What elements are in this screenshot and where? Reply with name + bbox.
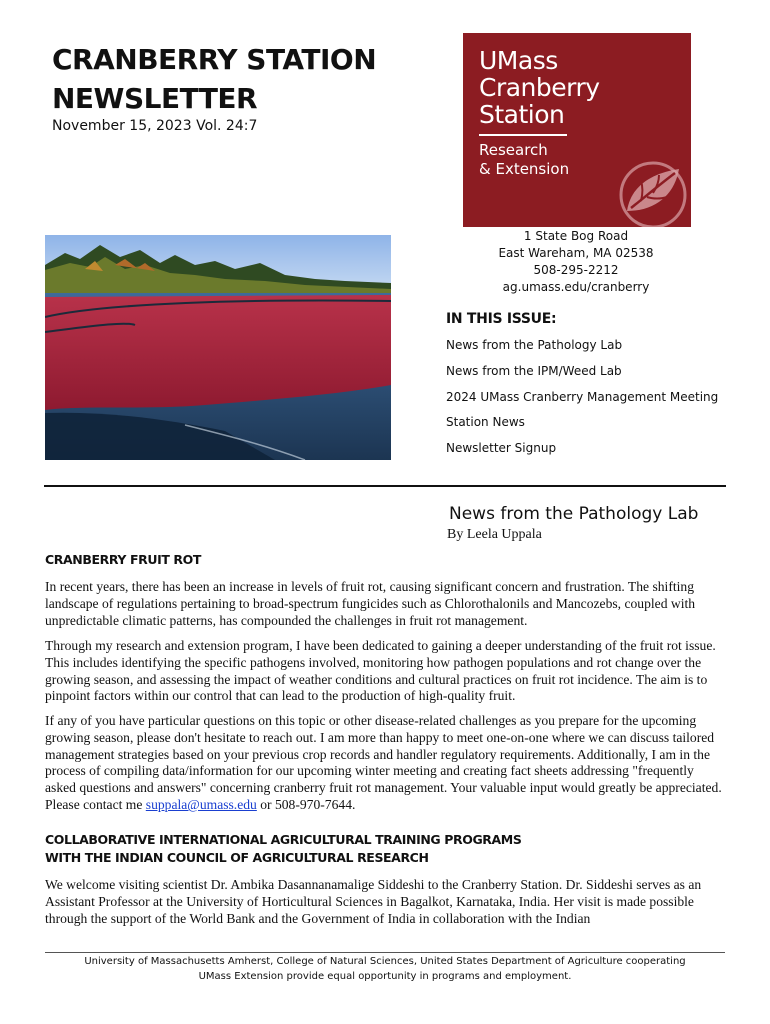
paragraph-visiting-scientist: We welcome visiting scientist Dr. Ambika Dasannanamalige Siddeshi to the Cranberry Station. Dr. Siddeshi serves as an Assistant Professor at the University of Horticultural Sciences in Bagalkot, Karnataka, India. Her visit is made possible through the support of the World Bank and the Government of India in collaboration with the Indian: [45, 877, 702, 926]
umass-cranberry-station-logo: [463, 33, 691, 227]
address-street: 1 State Bog Road: [523, 229, 629, 243]
newsletter-title: CRANBERRY STATION NEWSLETTER: [52, 43, 377, 115]
paragraph-fruit-rot-intro: In recent years, there has been an increase in levels of fruit rot, causing significant concern and frustration. The shifting landscape of regulations pertaining to broad-spectrum fungicides such as Chlorothalonils and Mancozebs, coupled with unpredictable climatic patterns, has compounded the challenges in fruit rot management.: [45, 579, 696, 628]
toc-item-pathology-lab[interactable]: News from the Pathology Lab: [446, 338, 623, 352]
logo-line-extension: & Extension: [479, 160, 570, 178]
address-city: East Wareham, MA 02538: [498, 246, 654, 260]
subhead-line-2: WITH THE INDIAN COUNCIL OF AGRICULTURAL RESEARCH: [45, 850, 429, 865]
subhead-line-1: COLLABORATIVE INTERNATIONAL AGRICULTURAL TRAINING PROGRAMS: [45, 832, 522, 847]
toc-item-newsletter-signup[interactable]: Newsletter Signup: [446, 441, 557, 456]
logo-line-station: Station: [479, 100, 565, 129]
logo-line-research: Research: [479, 141, 548, 159]
address-website: ag.umass.edu/cranberry: [502, 280, 650, 294]
toc-item-management-meeting[interactable]: 2024 UMass Cranberry Management Meeting: [446, 389, 719, 404]
subhead-cranberry-fruit-rot: CRANBERRY FRUIT ROT: [45, 552, 201, 567]
logo-line-cranberry: Cranberry: [479, 73, 600, 102]
section-title-pathology-lab: News from the Pathology Lab: [449, 504, 699, 524]
contact-phone-text: or 508-970-7644.: [256, 796, 356, 812]
cranberry-harvest-image: [45, 235, 391, 460]
in-this-issue-list: [446, 337, 718, 466]
paragraph-research-program: Through my research and extension program, I have been dedicated to gaining a deeper understanding of the fruit rot issue. This includes identifying the specific pathogens involved, monitoring how pathogen populations and rot change over the growing season, and assessing the impact of weather conditions and cultural practices on fruit rot incidence. The aim is to pinpoint factors within our control that can lead to the production of high-quality fruit.: [45, 638, 716, 704]
contact-text: If any of you have particular questions on this topic or other disease-related challenges as you prepare for the upcoming growing season, please don't hesitate to reach out. I am more than happy to meet one-on-one where we can discuss tailored management strategies based on your previous crop records and handler regulatory requirements. Additionally, I am in the process of compiling data/information for our upcoming winter meeting and creating fact sheets addressing "frequently asked questions and answers" concerning cranberry fruit rot management. Your valuable input would greatly be appreciated. Please contact me: [45, 713, 722, 812]
address-phone: 508-295-2212: [533, 263, 619, 277]
logo-rule: [479, 134, 567, 136]
footer-equal-opportunity-line: UMass Extension provide equal opportunity in programs and employment.: [198, 971, 572, 982]
leaf-icon: [613, 153, 691, 227]
logo-line-umass: UMass: [479, 46, 558, 75]
toc-item-ipm-weed-lab[interactable]: News from the IPM/Weed Lab: [446, 363, 622, 378]
issue-date: November 15, 2023 Vol. 24:7: [52, 118, 258, 134]
email-link[interactable]: suppala@umass.edu: [145, 796, 257, 812]
section-divider: [44, 485, 726, 487]
toc-item-station-news[interactable]: Station News: [446, 415, 525, 430]
in-this-issue-heading: IN THIS ISSUE:: [446, 311, 557, 327]
paragraph-contact: [45, 713, 727, 814]
footer-rule: [45, 952, 725, 953]
cranberry-bog-photo: [45, 235, 391, 460]
footer-cooperation-line: University of Massachusetts Amherst, College of Natural Sciences, United States Department of Agriculture cooperating: [84, 956, 686, 967]
subhead-collaborative-training: [45, 831, 725, 867]
article-byline: By Leela Uppala: [447, 527, 542, 542]
station-address: [470, 228, 682, 296]
